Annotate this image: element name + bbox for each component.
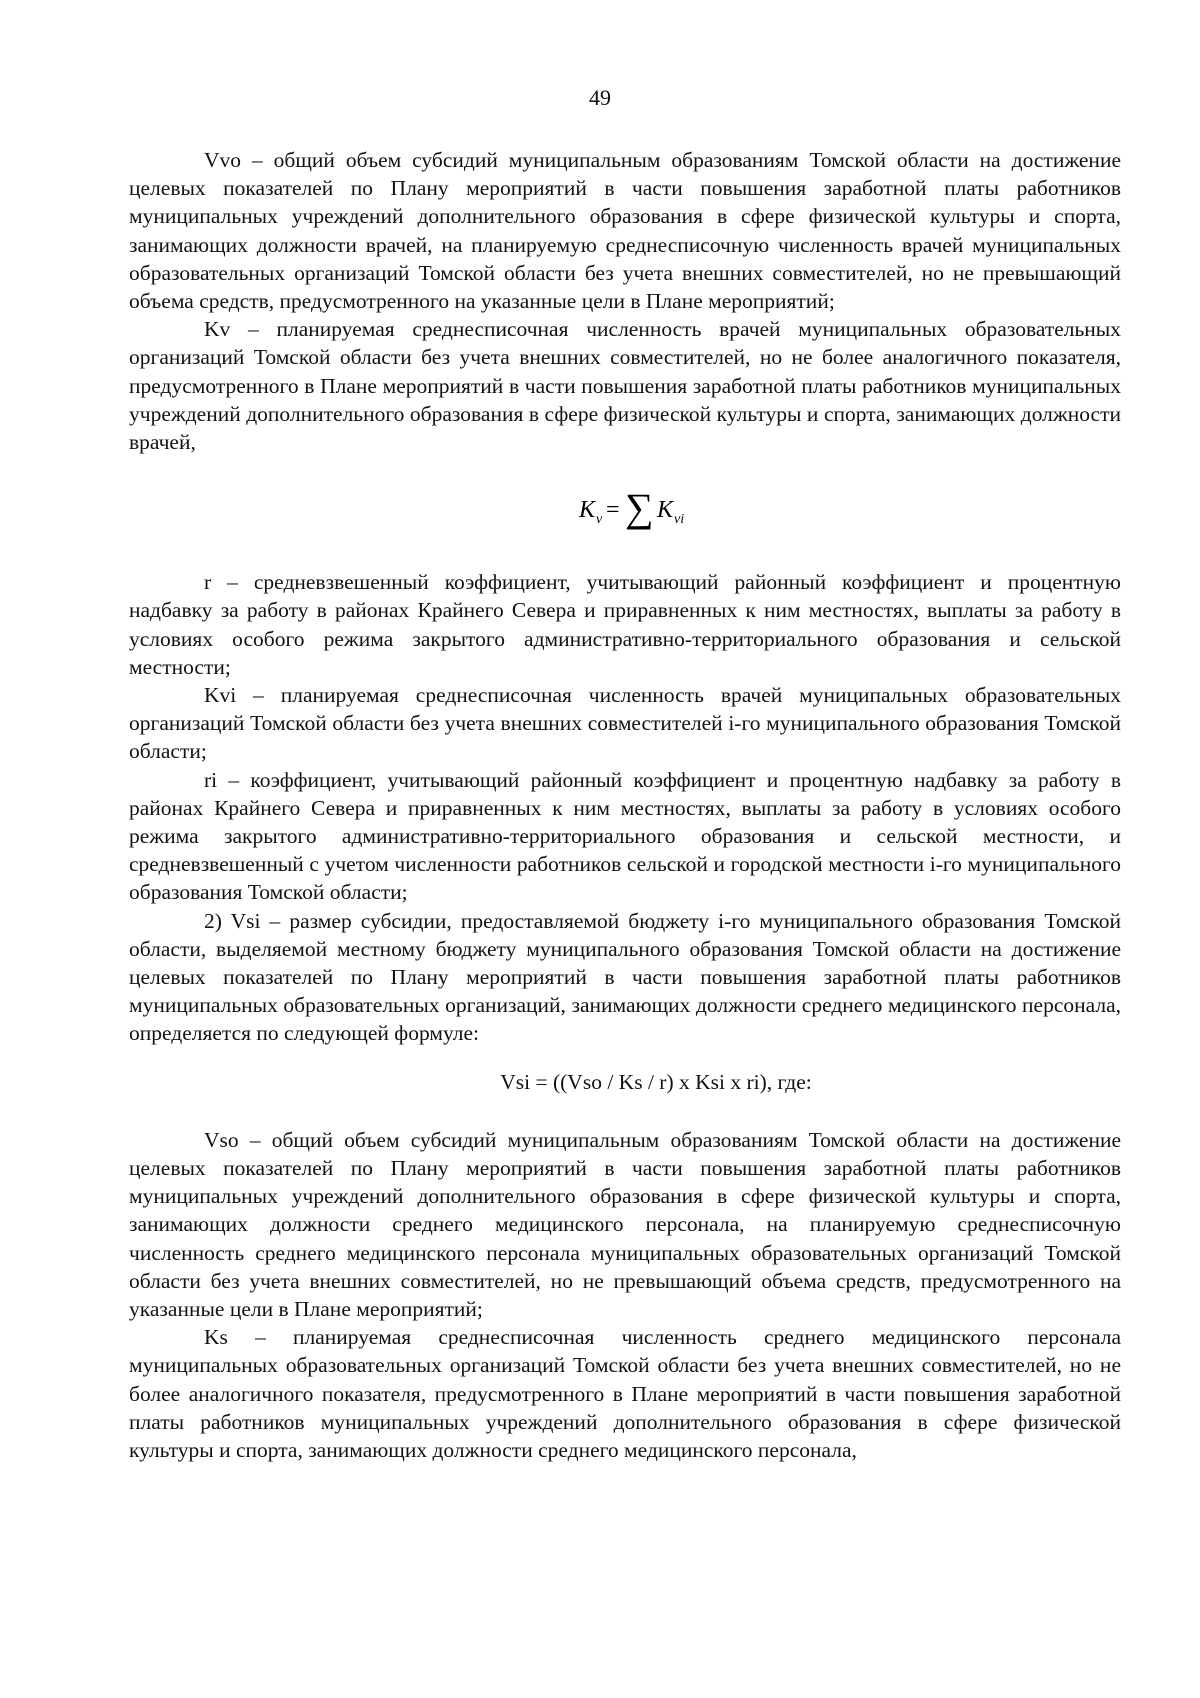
formula-lhs: K xyxy=(579,497,596,524)
paragraph-kvi-definition: Kvi – планируемая среднесписочная численность врачей муниципальных образовательных организаций Томской области без учета внешних совместителей i-го муниципального образования Томской области; xyxy=(129,683,1121,764)
document-body xyxy=(129,146,1121,1464)
formula-sigma: ∑ xyxy=(625,485,654,531)
formula-rhs-subscript: vi xyxy=(674,512,685,528)
paragraph-vso-definition: Vso – общий объем субсидий муниципальным образованиям Томской области на достижение целевых показателей по Плану мероприятий в части повышения заработной платы работников муниципальных учреждений дополнительного образования в сфере физической культуры и спорта, занимающих должности среднего медицинского персонала, на планируемую среднесписочную численность среднего медицинского персонала муниципальных образовательных организаций Томской области без учета внешних совместителей, но не превышающий объема средств, предусмотренного на указанные цели в Плане мероприятий; xyxy=(129,1127,1121,1321)
paragraph-kv-definition: Kv – планируемая среднесписочная численность врачей муниципальных образовательных организаций Томской области без учета внешних совместителей, но не более аналогичного показателя, предусмотренного в Плане мероприятий в части повышения заработной платы работников муниципальных учреждений дополнительного образования в сфере физической культуры и спорта, занимающих должности врачей, xyxy=(129,317,1121,455)
formula-kv-sum-svg xyxy=(579,480,719,530)
formula-rhs: K xyxy=(657,497,674,524)
paragraph-vsi-intro: 2) Vsi – размер субсидии, предоставляемой бюджету i-го муниципального образования Томской области, выделяемой местному бюджету муниципального образования Томской области на достижение целевых показателей по Плану мероприятий в части повышения заработной платы работников муниципальных образовательных организаций, занимающих должности среднего медицинского персонала, определяется по следующей формуле: xyxy=(129,908,1121,1046)
paragraph-vvo-definition: Vvo – общий объем субсидий муниципальным образованиям Томской области на достижение целевых показателей по Плану мероприятий в части повышения заработной платы работников муниципальных учреждений дополнительного образования в сфере физической культуры и спорта, занимающих должности врачей, на планируемую среднесписочную численность врачей муниципальных образовательных организаций Томской области без учета внешних совместителей, но не превышающий объема средств, предусмотренного на указанные цели в Плане мероприятий; xyxy=(129,148,1121,314)
formula-kv-sum xyxy=(129,480,1121,530)
page-number: 49 xyxy=(589,85,611,110)
formula-lhs-subscript: v xyxy=(596,512,603,528)
paragraph-r-definition: r – средневзвешенный коэффициент, учитывающий районный коэффициент и процентную надбавку за работу в районах Крайнего Севера и приравненных к ним местностях, выплаты за работу в условиях особого режима закрытого административно-территориального образования и сельской местности; xyxy=(129,570,1121,679)
paragraph-ri-definition: ri – коэффициент, учитывающий районный коэффициент и процентную надбавку за работу в районах Крайнего Севера и приравненных к ним местностях, выплаты за работу в условиях особого режима закрытого административно-территориального образования и сельской местности, и средневзвешенный с учетом численности работников сельской и городской местности i-го муниципального образования Томской области; xyxy=(129,767,1121,905)
formula-vsi: Vsi = ((Vso / Ks / r) x Ksi x ri), где: xyxy=(500,1069,812,1094)
formula-equals: = xyxy=(606,497,620,524)
paragraph-ks-definition: Ks – планируемая среднесписочная численность среднего медицинского персонала муниципальных образовательных организаций Томской области без учета внешних совместителей, но не более аналогичного показателя, предусмотренного в Плане мероприятий в части повышения заработной платы работников муниципальных учреждений дополнительного образования в сфере физической культуры и спорта, занимающих должности среднего медицинского персонала, xyxy=(129,1325,1121,1462)
